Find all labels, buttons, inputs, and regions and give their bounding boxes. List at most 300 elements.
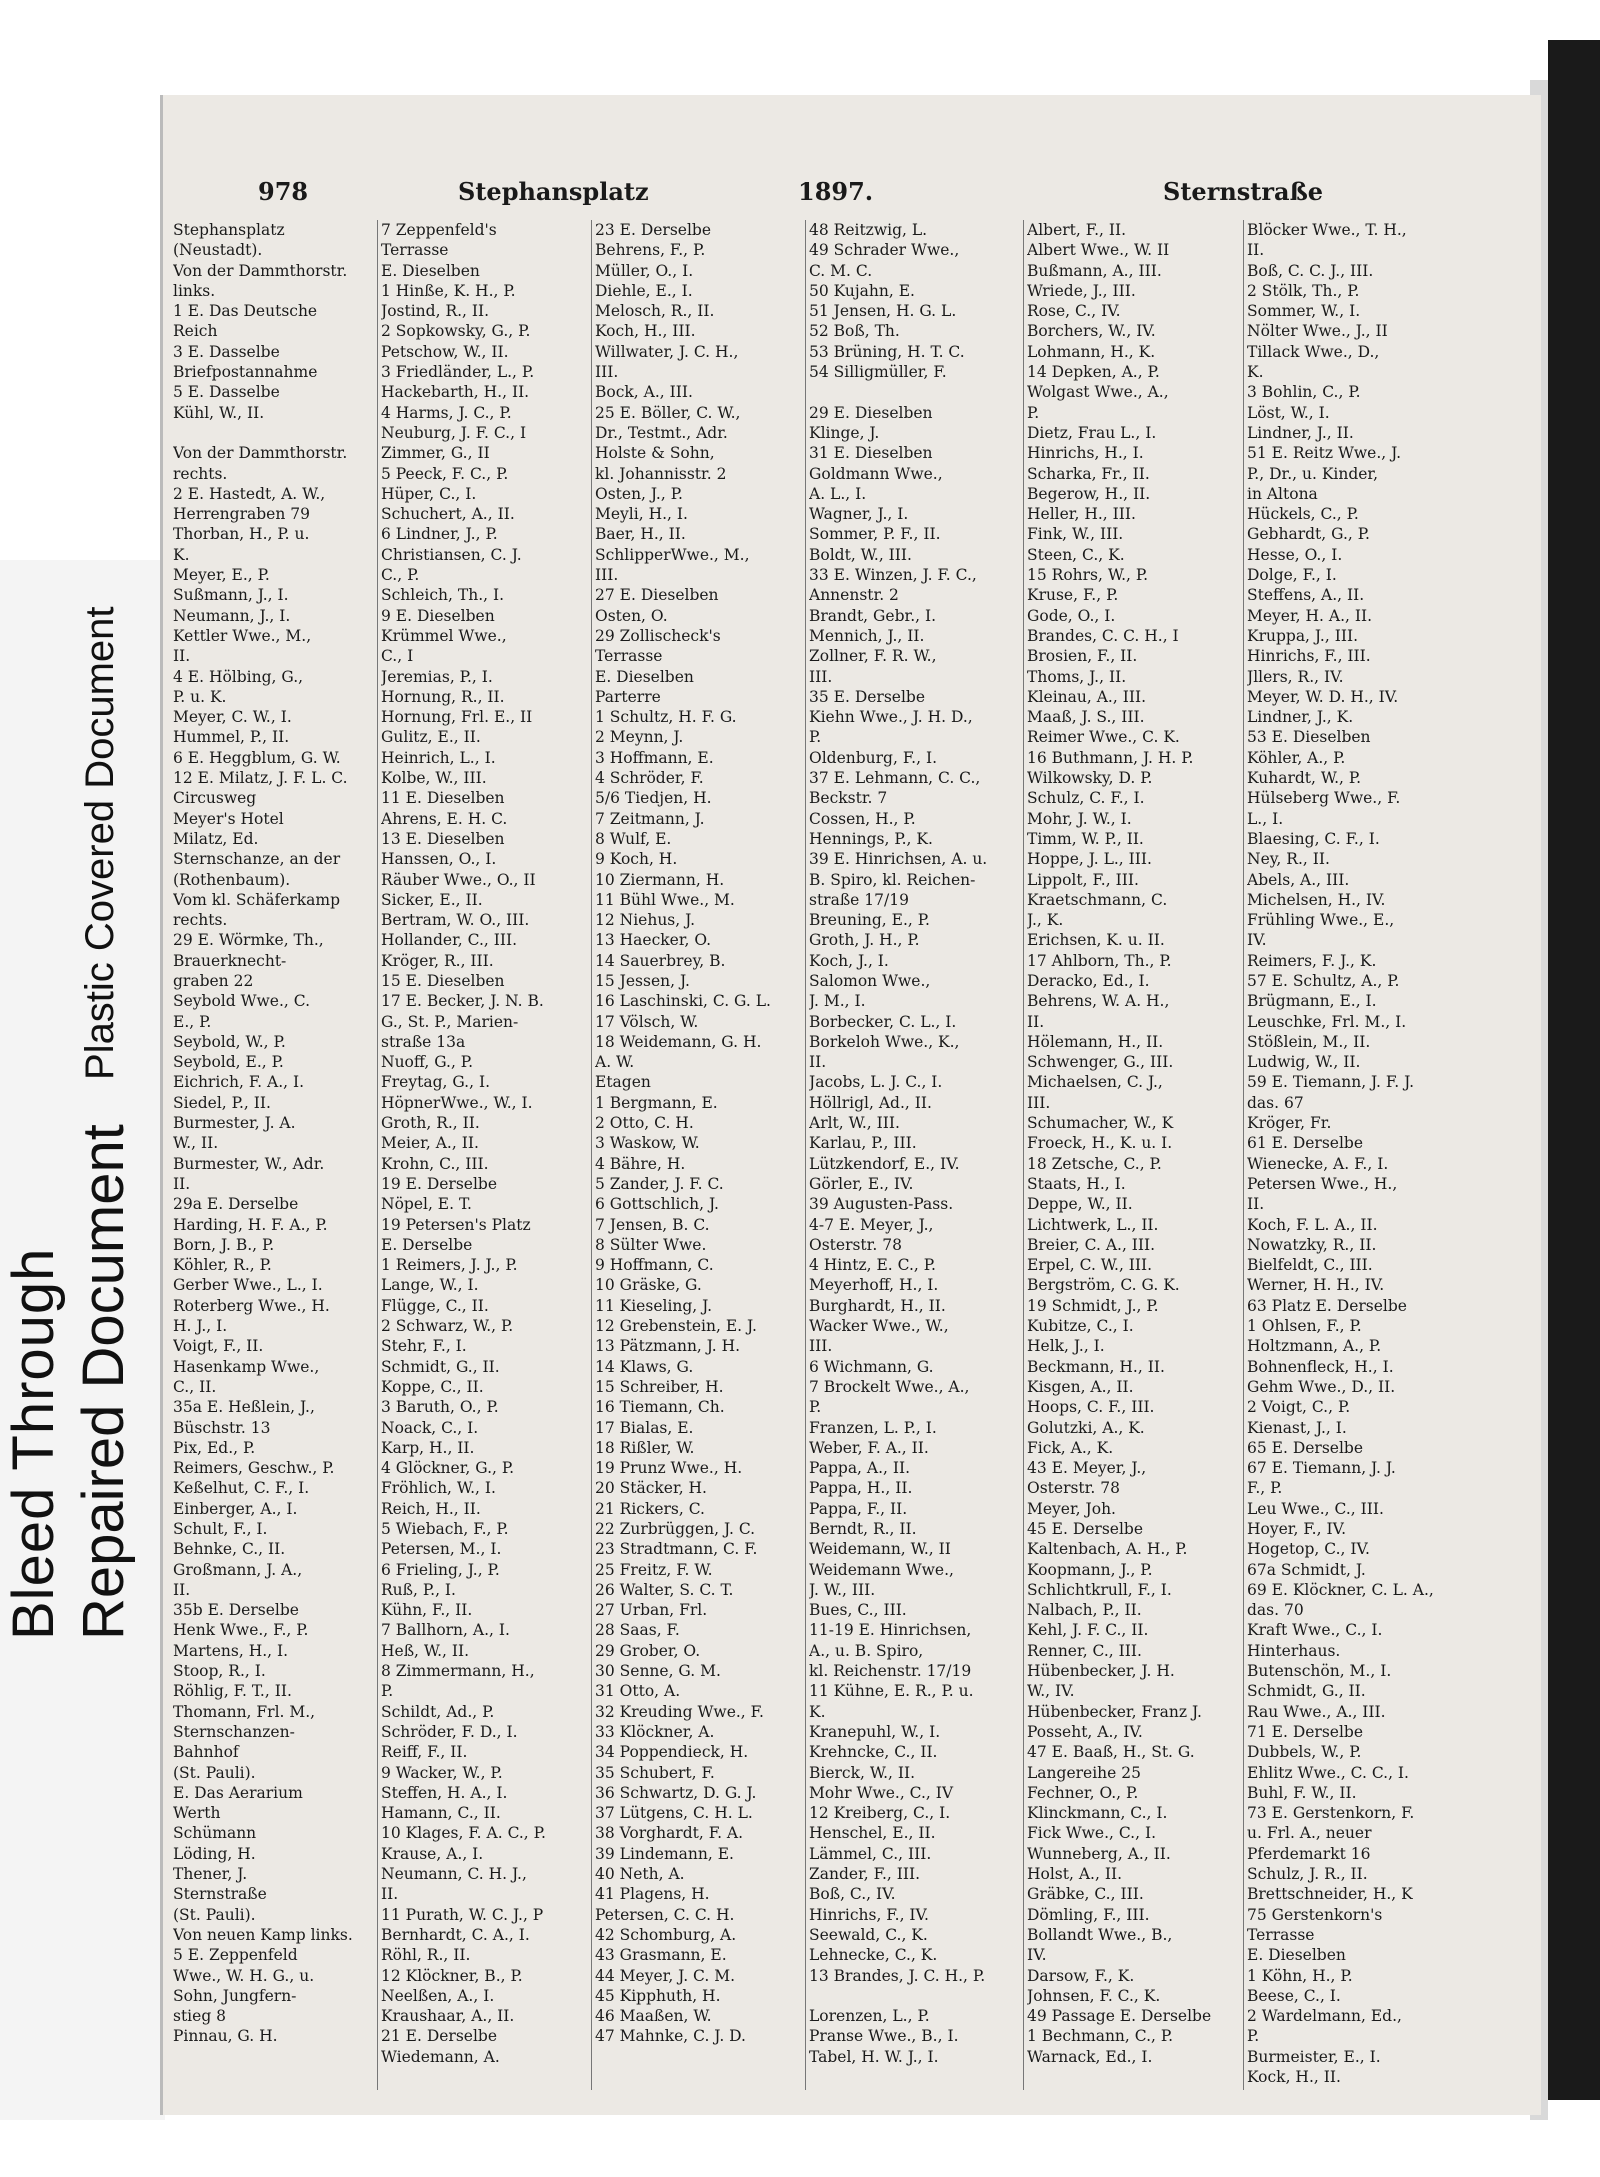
directory-entry: Lichtwerk, L., II. <box>1027 1215 1159 1234</box>
directory-entry: 4 E. Hölbing, G., <box>173 667 304 686</box>
directory-entry: Hölemann, H., II. <box>1027 1032 1164 1051</box>
directory-entry: 6 Wichmann, G. <box>809 1357 934 1376</box>
directory-entry: 2 Otto, C. H. <box>595 1114 694 1133</box>
directory-entry: Röhl, R., II. <box>381 1946 471 1965</box>
directory-entry: 5 Peeck, F. C., P. <box>381 464 509 483</box>
directory-entry: 75 Gerstenkorn's <box>1247 1905 1383 1924</box>
directory-entry: Zimmer, G., II <box>381 444 490 463</box>
directory-entry: 9 Hoffmann, C. <box>595 1256 714 1275</box>
directory-entry: Neuburg, J. F. C., I <box>381 423 527 442</box>
directory-entry: kl. Reichenstr. 17/19 <box>809 1662 972 1681</box>
directory-entry: 18 Rißler, W. <box>595 1438 695 1457</box>
directory-entry: Schuchert, A., II. <box>381 505 515 524</box>
directory-entry: Koch, F. L. A., II. <box>1247 1215 1378 1234</box>
directory-entry: Petersen, C. C. H. <box>595 1905 735 1924</box>
directory-entry: 63 Platz E. Derselbe <box>1247 1296 1407 1315</box>
directory-entry: II. <box>1247 1195 1265 1214</box>
directory-entry: 13 Brandes, J. C. H., P. <box>809 1966 986 1985</box>
directory-entry: 49 Schrader Wwe., <box>809 241 960 260</box>
directory-entry: Brügmann, E., I. <box>1247 992 1377 1011</box>
directory-entry: 39 Augusten-Pass. <box>809 1195 954 1214</box>
directory-entry: Brettschneider, H., K <box>1247 1885 1413 1904</box>
directory-entry: Briefpostannahme <box>173 363 318 382</box>
column-2 <box>381 220 589 2120</box>
directory-entry: Leu Wwe., C., III. <box>1247 1499 1384 1518</box>
directory-entry: 23 Stradtmann, C. F. <box>595 1540 758 1559</box>
directory-entry: Jeremias, P., I. <box>381 667 493 686</box>
directory-entry: Holtzmann, A., P. <box>1247 1337 1382 1356</box>
directory-entry: 2 Schwarz, W., P. <box>381 1317 514 1336</box>
directory-entry: 11-19 E. Hinrichsen, <box>809 1621 972 1640</box>
directory-entry: u. Frl. A., neuer <box>1247 1824 1372 1843</box>
directory-entry: Hüper, C., I. <box>381 484 477 503</box>
directory-entry: Wunneberg, A., II. <box>1027 1844 1171 1863</box>
directory-entry: C., I <box>381 647 414 666</box>
column-divider <box>591 220 592 2090</box>
directory-entry: Meier, A., II. <box>381 1134 479 1153</box>
directory-entry: II. <box>173 1580 191 1599</box>
directory-entry: Michaelsen, C. J., <box>1027 1073 1163 1092</box>
directory-entry: Roterberg Wwe., H. <box>173 1296 330 1315</box>
directory-entry: 16 Laschinski, C. G. L. <box>595 992 771 1011</box>
directory-entry: Reimers, F. J., K. <box>1247 951 1377 970</box>
directory-entry: Herrengraben 79 <box>173 505 310 524</box>
directory-entry: Kraft Wwe., C., I. <box>1247 1621 1383 1640</box>
directory-entry: Terrasse <box>1247 1925 1315 1944</box>
directory-entry: Wagner, J., I. <box>809 505 909 524</box>
directory-entry: 1 Köhn, H., P. <box>1247 1966 1353 1985</box>
directory-entry: Bußmann, A., III. <box>1027 261 1162 280</box>
directory-entry: (St. Pauli). <box>173 1763 256 1782</box>
directory-entry: Koopmann, J., P. <box>1027 1560 1153 1579</box>
directory-entry: 53 E. Dieselben <box>1247 728 1371 747</box>
directory-entry: 43 Grasmann, E. <box>595 1946 727 1965</box>
directory-entry: 27 Urban, Frl. <box>595 1601 708 1620</box>
directory-entry: Dietz, Frau L., I. <box>1027 423 1157 442</box>
directory-entry: Kühl, W., II. <box>173 403 265 422</box>
directory-entry: 34 Poppendieck, H. <box>595 1743 749 1762</box>
directory-entry: 10 Klages, F. A. C., P. <box>381 1824 546 1843</box>
directory-entry: Jllers, R., IV. <box>1247 667 1344 686</box>
directory-entry: J. M., I. <box>809 992 866 1011</box>
directory-entry: Wolgast Wwe., A., <box>1027 383 1169 402</box>
directory-entry <box>809 382 1021 402</box>
directory-entry: Diehle, E., I. <box>595 281 693 300</box>
directory-entry: 5/6 Tiedjen, H. <box>595 789 712 808</box>
directory-entry: Melosch, R., II. <box>595 302 715 321</box>
directory-entry: SchlipperWwe., M., <box>595 545 750 564</box>
directory-entry: C. M. C. <box>809 261 873 280</box>
directory-entry: Holste & Sohn, <box>595 444 715 463</box>
directory-entry: Rau Wwe., A., III. <box>1247 1702 1386 1721</box>
directory-entry: 12 Niehus, J. <box>595 911 696 930</box>
directory-entry: 15 Jessen, J. <box>595 971 690 990</box>
directory-entry: 5 E. Dasselbe <box>173 383 280 402</box>
directory-entry: Räuber Wwe., O., II <box>381 870 536 889</box>
directory-entry: 50 Kujahn, E. <box>809 281 915 300</box>
directory-entry: Hennings, P., K. <box>809 829 933 848</box>
directory-entry: Dolge, F., I. <box>1247 566 1337 585</box>
directory-entry: II. <box>381 1885 399 1904</box>
directory-entry: Heß, W., II. <box>381 1641 470 1660</box>
directory-entry: Albert Wwe., W. II <box>1027 241 1170 260</box>
directory-entry: Abels, A., III. <box>1247 870 1350 889</box>
directory-entry: Groth, J. H., P. <box>809 931 920 950</box>
directory-entry: Bahnhof <box>173 1743 239 1762</box>
directory-entry: Gulitz, E., II. <box>381 728 481 747</box>
directory-entry: 29a E. Derselbe <box>173 1195 299 1214</box>
directory-entry: Wiedemann, A. <box>381 2047 500 2066</box>
directory-entry: Timm, W. P., II. <box>1027 829 1144 848</box>
directory-entry: Hummel, P., II. <box>173 728 290 747</box>
directory-entry: Stoop, R., I. <box>173 1662 266 1681</box>
directory-entry: 59 E. Tiemann, J. F. J. <box>1247 1073 1415 1092</box>
directory-entry: 32 Kreuding Wwe., F. <box>595 1702 764 1721</box>
directory-entry: Stephansplatz <box>173 221 285 239</box>
directory-entry: Bergström, C. G. K. <box>1027 1276 1180 1295</box>
directory-entry: Neumann, C. H. J., <box>381 1865 527 1884</box>
directory-entry: Jacobs, L. J. C., I. <box>809 1073 943 1092</box>
directory-entry: A. W. <box>595 1053 635 1072</box>
directory-entry: Reich <box>173 322 218 341</box>
directory-entry: Helk, J., I. <box>1027 1337 1105 1356</box>
directory-entry: Sternschanzen- <box>173 1722 295 1741</box>
directory-entry: Kolbe, W., III. <box>381 769 487 788</box>
directory-entry: Hesse, O., I. <box>1247 545 1343 564</box>
directory-entry: Oldenburg, F., I. <box>809 748 938 767</box>
directory-entry: in Altona <box>1247 484 1318 503</box>
directory-entry: Meyli, H., I. <box>595 505 688 524</box>
directory-entry: Ehlitz Wwe., C. C., I. <box>1247 1763 1409 1782</box>
directory-entry: Lorenzen, L., P. <box>809 2007 930 2026</box>
directory-entry: Brandt, Gebr., I. <box>809 606 937 625</box>
directory-entry: 3 Bohlin, C., P. <box>1247 383 1361 402</box>
bleed-through-label: Bleed Through <box>1 1247 66 1640</box>
directory-entry: Golutzki, A., K. <box>1027 1418 1145 1437</box>
directory-entry: Borbecker, C. L., I. <box>809 1012 957 1031</box>
directory-entry: 47 Mahnke, C. J. D. <box>595 2027 746 2046</box>
directory-entry: Weidemann Wwe., <box>809 1560 954 1579</box>
directory-entry: 1 Ohlsen, F., P. <box>1247 1317 1362 1336</box>
directory-entry: Noack, C., I. <box>381 1418 479 1437</box>
directory-entry: 22 Zurbrüggen, J. C. <box>595 1520 756 1538</box>
directory-entry: 2 Meynn, J. <box>595 728 684 747</box>
directory-entry: Pappa, F., II. <box>809 1499 908 1518</box>
directory-entry: Bock, A., III. <box>595 383 693 402</box>
directory-entry: Butenschön, M., I. <box>1247 1662 1392 1681</box>
directory-entry: das. 67 <box>1247 1093 1304 1112</box>
directory-entry: Circusweg <box>173 789 257 808</box>
directory-entry: 12 E. Milatz, J. F. L. C. <box>173 769 348 788</box>
directory-entry: Beese, C., I. <box>1247 1986 1341 2005</box>
directory-entry: HöpnerWwe., W., I. <box>381 1093 533 1112</box>
directory-entry: 11 Kühne, E. R., P. u. <box>809 1682 974 1701</box>
directory-entry <box>809 1986 1021 2006</box>
directory-entry: Eichrich, F. A., I. <box>173 1073 305 1092</box>
directory-entry: 71 E. Derselbe <box>1247 1722 1364 1741</box>
directory-entry: 44 Meyer, J. C. M. <box>595 1966 736 1985</box>
directory-entry: Karp, H., II. <box>381 1438 475 1457</box>
directory-entry: Neumann, J., I. <box>173 606 291 625</box>
directory-entry: 14 Sauerbrey, B. <box>595 951 726 970</box>
directory-entry: 29 E. Wörmke, Th., <box>173 931 324 950</box>
directory-entry: II. <box>1027 1012 1045 1031</box>
directory-entry: 2 Stölk, Th., P. <box>1247 281 1360 300</box>
directory-entry: III. <box>595 363 619 382</box>
directory-entry: P. <box>1027 403 1040 422</box>
directory-entry: Fick, A., K. <box>1027 1438 1114 1457</box>
repaired-document-label: Repaired Document <box>71 1124 136 1640</box>
directory-entry: Buhl, F. W., II. <box>1247 1783 1357 1802</box>
directory-entry: 1 Hinße, K. H., P. <box>381 281 516 300</box>
directory-entry: Brauerknecht- <box>173 951 287 970</box>
directory-entry: Meyer, Joh. <box>1027 1499 1116 1518</box>
directory-entry: 20 Stäcker, H. <box>595 1479 707 1498</box>
directory-entry: 21 Rickers, C. <box>595 1499 705 1518</box>
directory-entry: 11 E. Dieselben <box>381 789 505 808</box>
directory-entry: Mohr, J. W., I. <box>1027 809 1132 828</box>
directory-entry: Borkeloh Wwe., K., <box>809 1032 960 1051</box>
directory-entry: 57 E. Schultz, A., P. <box>1247 971 1400 990</box>
directory-entry: P. <box>809 728 822 747</box>
directory-entry: das. 70 <box>1247 1601 1304 1620</box>
directory-entry: 47 E. Baaß, H., St. G. <box>1027 1743 1195 1762</box>
directory-entry: kl. Johannisstr. 2 <box>595 464 727 483</box>
directory-entry: E. Dieselben <box>381 261 480 280</box>
directory-entry: 17 Ahlborn, Th., P. <box>1027 951 1172 970</box>
column-3 <box>595 220 803 2120</box>
directory-entry: Begerow, H., II. <box>1027 484 1151 503</box>
directory-entry: Pappa, A., II. <box>809 1459 911 1478</box>
directory-entry: Lange, W., I. <box>381 1276 479 1295</box>
directory-entry: rechts. <box>173 911 228 930</box>
directory-entry: Bierck, W., II. <box>809 1763 916 1782</box>
directory-entry: G., St. P., Marien- <box>381 1012 519 1031</box>
directory-entry: Keßelhut, C. F., I. <box>173 1479 310 1498</box>
column-divider <box>1243 220 1244 2090</box>
directory-entry: Schmidt, G., II. <box>1247 1682 1366 1701</box>
directory-entry: Kubitze, C., I. <box>1027 1317 1134 1336</box>
directory-entry: A., u. B. Spiro, <box>809 1641 924 1660</box>
directory-entry: Nalbach, P., II. <box>1027 1601 1142 1620</box>
directory-entry: Kiehn Wwe., J. H. D., <box>809 708 973 727</box>
directory-entry: Neelßen, A., I. <box>381 1986 495 2005</box>
directory-entry: Beckstr. 7 <box>809 789 888 808</box>
directory-entry: 33 Klöckner, A. <box>595 1722 715 1741</box>
directory-entry: P. <box>809 1398 822 1417</box>
directory-entry: Pappa, H., II. <box>809 1479 913 1498</box>
directory-entry: straße 13a <box>381 1032 466 1051</box>
directory-entry: Lohmann, H., K. <box>1027 342 1156 361</box>
directory-entry: Gode, O., I. <box>1027 606 1116 625</box>
directory-entry: Kruppa, J., III. <box>1247 626 1358 645</box>
directory-entry: Kock, H., II. <box>1247 2068 1341 2087</box>
directory-entry: Nölter Wwe., J., II <box>1247 322 1388 341</box>
directory-entry: Pix, Ed., P. <box>173 1438 256 1457</box>
directory-entry: Sicker, E., II. <box>381 890 483 909</box>
directory-entry: Terrasse <box>595 647 663 666</box>
directory-entry: 10 Ziermann, H. <box>595 870 725 889</box>
directory-entry: Gräbke, C., III. <box>1027 1885 1144 1904</box>
directory-entry: Kröger, R., III. <box>381 951 494 970</box>
directory-entry: (Rothenbaum). <box>173 870 291 889</box>
directory-entry: Boß, C., IV. <box>809 1885 896 1904</box>
directory-entry: 8 Zimmermann, H., <box>381 1662 535 1681</box>
directory-entry: Mohr Wwe., C., IV <box>809 1783 954 1802</box>
directory-entry: Hogetop, C., IV. <box>1247 1540 1370 1559</box>
directory-entry: Klinge, J. <box>809 423 880 442</box>
directory-entry: 4-7 E. Meyer, J., <box>809 1215 934 1234</box>
directory-entry: Baer, H., II. <box>595 525 686 544</box>
directory-entry: Thomann, Frl. M., <box>173 1702 316 1721</box>
directory-entry: Darsow, F., K. <box>1027 1966 1135 1985</box>
directory-entry: W., IV. <box>1027 1682 1075 1701</box>
directory-entry: Terrasse <box>381 241 449 260</box>
directory-entry: Seybold, W., P. <box>173 1032 286 1051</box>
directory-entry: Großmann, J. A., <box>173 1560 303 1579</box>
directory-entry: 9 E. Dieselben <box>381 606 495 625</box>
directory-entry: 3 Waskow, W. <box>595 1134 700 1153</box>
directory-entry: 14 Depken, A., P. <box>1027 363 1160 382</box>
directory-entry: Von der Dammthorstr. <box>173 261 348 280</box>
directory-entry: 4 Hintz, E. C., P. <box>809 1256 936 1275</box>
directory-entry: Renner, C., III. <box>1027 1641 1142 1660</box>
directory-entry: 51 E. Reitz Wwe., J. <box>1247 444 1402 463</box>
directory-entry: Hornung, R., II. <box>381 687 505 706</box>
directory-entry: 23 E. Derselbe <box>595 221 712 239</box>
directory-entry: Werner, H. H., IV. <box>1247 1276 1385 1295</box>
directory-entry: 52 Boß, Th. <box>809 322 900 341</box>
directory-entry: Gehm Wwe., D., II. <box>1247 1377 1396 1396</box>
directory-entry: Sohn, Jungfern- <box>173 1986 297 2005</box>
directory-entry: Von neuen Kamp links. <box>173 1925 353 1944</box>
directory-entry: 1 E. Das Deutsche <box>173 302 318 321</box>
directory-entry: Meyer, W. D. H., IV. <box>1247 687 1399 706</box>
directory-entry: Lehnecke, C., K. <box>809 1946 938 1965</box>
directory-entry: II. <box>809 1053 827 1072</box>
directory-entry: 3 Baruth, O., P. <box>381 1398 499 1417</box>
directory-entry: B. Spiro, kl. Reichen- <box>809 870 976 889</box>
directory-entry: 27 E. Dieselben <box>595 586 719 605</box>
directory-entry: Seybold, E., P. <box>173 1053 284 1072</box>
directory-entry: 30 Senne, G. M. <box>595 1662 721 1681</box>
directory-entry: Frühling Wwe., E., <box>1247 911 1395 930</box>
directory-entry: Meyer, C. W., I. <box>173 708 292 727</box>
directory-entry: 19 Petersen's Platz <box>381 1215 531 1234</box>
directory-entry: 31 E. Dieselben <box>809 444 933 463</box>
directory-entry: Breier, C. A., III. <box>1027 1235 1156 1254</box>
directory-entry: Holst, A., II. <box>1027 1865 1122 1884</box>
directory-entry: 17 E. Becker, J. N. B. <box>381 992 544 1011</box>
header-right-street: Sternstraße <box>1163 177 1324 206</box>
directory-entry: Blaesing, C. F., I. <box>1247 829 1380 848</box>
directory-entry: P. <box>1247 2027 1260 2046</box>
directory-entry: Siedel, P., II. <box>173 1093 271 1112</box>
directory-entry: Krause, A., I. <box>381 1844 484 1863</box>
directory-entry: 9 Wacker, W., P. <box>381 1763 503 1782</box>
directory-entry: Lämmel, C., III. <box>809 1844 932 1863</box>
directory-entry: stieg 8 <box>173 2007 227 2026</box>
directory-entry: IV. <box>1247 931 1267 950</box>
directory-entry: 10 Gräske, G. <box>595 1276 702 1295</box>
directory-entry: 2 Wardelmann, Ed., <box>1247 2007 1402 2026</box>
column-1 <box>173 220 373 2120</box>
directory-entry: Wriede, J., III. <box>1027 281 1136 300</box>
directory-entry: Meyerhoff, H., I. <box>809 1276 939 1295</box>
directory-entry: Gebhardt, G., P. <box>1247 525 1370 544</box>
directory-entry: Seewald, C., K. <box>809 1925 928 1944</box>
directory-entry: Krümmel Wwe., <box>381 626 507 645</box>
directory-entry: J., K. <box>1027 911 1064 930</box>
directory-entry: Lützkendorf, E., IV. <box>809 1154 960 1173</box>
directory-entry: 11 Purath, W. C. J., P <box>381 1905 544 1924</box>
directory-entry: Hübenbecker, Franz J. <box>1027 1702 1202 1721</box>
directory-entry: Ahrens, E. H. C. <box>381 809 508 828</box>
directory-entry: Wacker Wwe., W., <box>809 1317 949 1336</box>
directory-entry: Lippolt, F., III. <box>1027 870 1139 889</box>
directory-entry: Ruß, P., I. <box>381 1580 456 1599</box>
directory-entry: rechts. <box>173 464 228 483</box>
directory-entry: Borchers, W., IV. <box>1027 322 1156 341</box>
directory-entry: Werth <box>173 1804 221 1823</box>
directory-entry: 4 Bähre, H. <box>595 1154 686 1173</box>
directory-entry: Ludwig, W., II. <box>1247 1053 1361 1072</box>
directory-entry: Burmester, W., Adr. <box>173 1154 325 1173</box>
directory-entry: 7 Zeppenfeld's <box>381 221 497 239</box>
directory-entry: Freytag, G., I. <box>381 1073 490 1092</box>
directory-entry: Görler, E., IV. <box>809 1174 914 1193</box>
directory-entry: Goldmann Wwe., <box>809 464 943 483</box>
directory-entry: J. W., III. <box>809 1580 876 1599</box>
directory-entry: Löst, W., I. <box>1247 403 1330 422</box>
directory-entry: Schulz, J. R., II. <box>1247 1865 1368 1884</box>
directory-entry: 12 Grebenstein, E. J. <box>595 1317 757 1336</box>
directory-entry: Henschel, E., II. <box>809 1824 936 1843</box>
directory-entry: Sternstraße <box>173 1885 267 1904</box>
directory-entry: 6 Lindner, J., P. <box>381 525 498 544</box>
directory-entry: 5 Zander, J. F. C. <box>595 1174 724 1193</box>
directory-entry: Hinrichs, H., I. <box>1027 444 1144 463</box>
directory-entry: Lindner, J., K. <box>1247 708 1354 727</box>
directory-entry: Sommer, W., I. <box>1247 302 1361 321</box>
directory-entry: Zander, F., III. <box>809 1865 921 1884</box>
directory-entry: Fröhlich, W., I. <box>381 1479 496 1498</box>
directory-entry: Klinckmann, C., I. <box>1027 1804 1168 1823</box>
directory-entry: II. <box>173 647 191 666</box>
directory-entry: Dr., Testmt., Adr. <box>595 423 728 442</box>
directory-entry: Koppe, C., II. <box>381 1377 484 1396</box>
directory-entry: IV. <box>1027 1946 1047 1965</box>
directory-entry: Pinnau, G. H. <box>173 2027 278 2046</box>
directory-entry: Wienecke, A. F., I. <box>1247 1154 1389 1173</box>
page-header <box>258 177 1458 217</box>
directory-entry: Warnack, Ed., I. <box>1027 2047 1153 2066</box>
directory-entry: 45 E. Derselbe <box>1027 1520 1144 1538</box>
directory-entry: Schulz, C. F., I. <box>1027 789 1145 808</box>
directory-entry: Schult, F., I. <box>173 1520 268 1538</box>
directory-entry: Johnsen, F. C., K. <box>1027 1986 1161 2005</box>
directory-entry: Fechner, O., P. <box>1027 1783 1139 1802</box>
directory-entry: Kuhardt, W., P. <box>1247 769 1362 788</box>
directory-entry: Rose, C., IV. <box>1027 302 1121 321</box>
directory-entry: Schwenger, G., III. <box>1027 1053 1174 1072</box>
directory-entry: Zollner, F. R. W., <box>809 647 937 666</box>
directory-entry: 45 Kipphuth, H. <box>595 1986 721 2005</box>
directory-entry: K. <box>809 1702 826 1721</box>
directory-entry: 1 Schultz, H. F. G. <box>595 708 737 727</box>
directory-entry: 11 Bühl Wwe., M. <box>595 890 735 909</box>
directory-entry: Koch, J., I. <box>809 951 889 970</box>
